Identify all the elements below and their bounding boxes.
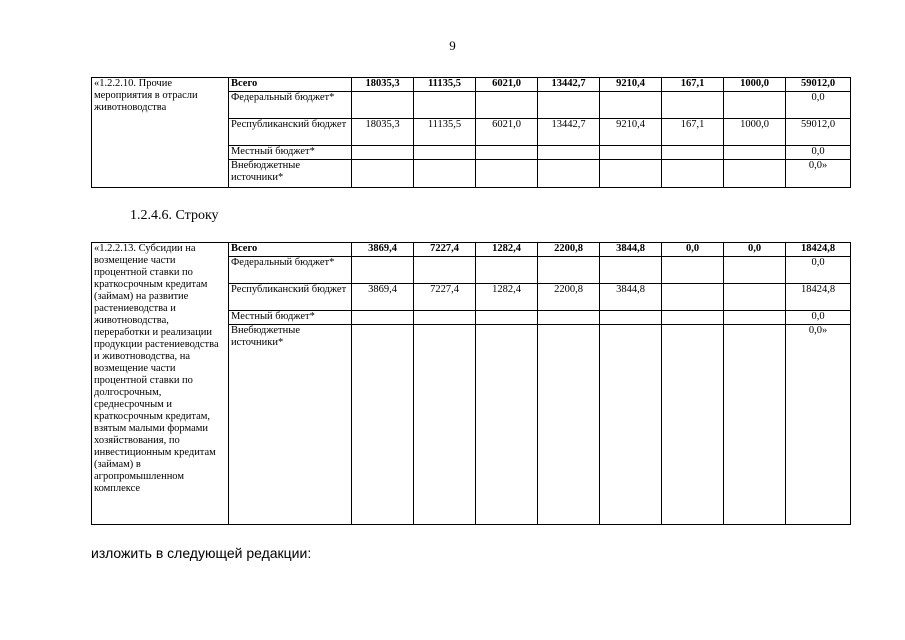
value-cell [538,92,600,119]
value-cell [662,160,724,188]
value-cell: 11135,5 [414,78,476,92]
value-cell [600,160,662,188]
value-cell: 167,1 [662,119,724,146]
value-cell [724,146,786,160]
value-cell [600,325,662,525]
value-cell: 18424,8 [786,243,851,257]
value-cell [352,311,414,325]
funding-source-label: Внебюджетные источники* [229,325,352,525]
value-cell [600,311,662,325]
value-cell: 3844,8 [600,243,662,257]
value-cell [538,311,600,325]
value-cell: 18035,3 [352,78,414,92]
value-cell [724,311,786,325]
value-cell [476,311,538,325]
value-cell: 3844,8 [600,284,662,311]
value-cell: 0,0 [786,92,851,119]
value-cell [662,311,724,325]
funding-source-label: Всего [229,243,352,257]
section-heading: 1.2.4.6. Строку [130,208,219,223]
value-cell [414,160,476,188]
value-cell [352,146,414,160]
value-cell [414,257,476,284]
footer-text: изложить в следующей редакции: [91,545,312,561]
value-cell: 0,0 [786,257,851,284]
budget-table-1 [91,77,851,188]
value-cell: 9210,4 [600,119,662,146]
row-description: «1.2.2.10. Прочие мероприятия в отрасли животноводства [92,78,229,188]
value-cell: 0,0» [786,325,851,525]
value-cell [724,325,786,525]
value-cell [476,160,538,188]
value-cell [476,92,538,119]
funding-source-label: Местный бюджет* [229,311,352,325]
value-cell: 11135,5 [414,119,476,146]
value-cell [662,325,724,525]
value-cell [352,92,414,119]
value-cell: 1000,0 [724,119,786,146]
value-cell: 18035,3 [352,119,414,146]
value-cell [352,160,414,188]
value-cell: 1282,4 [476,243,538,257]
value-cell: 0,0 [724,243,786,257]
value-cell [414,92,476,119]
value-cell [724,284,786,311]
value-cell [600,92,662,119]
value-cell [476,257,538,284]
value-cell: 7227,4 [414,284,476,311]
table-row [92,78,851,92]
funding-source-label: Всего [229,78,352,92]
value-cell: 1000,0 [724,78,786,92]
value-cell: 13442,7 [538,119,600,146]
value-cell [662,257,724,284]
value-cell: 3869,4 [352,284,414,311]
value-cell: 59012,0 [786,119,851,146]
table-row [92,243,851,257]
value-cell [600,257,662,284]
value-cell: 2200,8 [538,284,600,311]
value-cell: 0,0 [786,311,851,325]
value-cell [538,160,600,188]
value-cell: 167,1 [662,78,724,92]
value-cell [662,284,724,311]
value-cell [662,92,724,119]
row-description: «1.2.2.13. Субсидии на возмещение части процентной ставки по краткосрочным кредитам (займам) на развитие растениеводства и животноводства, переработки и реализации продукции растениеводства и животноводства, на возмещение части процентной ставки по долгосрочным, среднесрочным и краткосрочным кредитам, взятым малыми формами хозяйствования, по инвестиционным кредитам (займам) в агропромышленном комплексе [92,243,229,525]
value-cell [538,325,600,525]
value-cell: 9210,4 [600,78,662,92]
funding-source-label: Республиканский бюджет [229,284,352,311]
value-cell: 13442,7 [538,78,600,92]
value-cell [414,325,476,525]
value-cell [476,325,538,525]
value-cell [662,146,724,160]
funding-source-label: Федеральный бюджет* [229,257,352,284]
value-cell [538,257,600,284]
value-cell: 3869,4 [352,243,414,257]
funding-source-label: Федеральный бюджет* [229,92,352,119]
value-cell [414,311,476,325]
page-number: 9 [449,38,456,53]
value-cell [476,146,538,160]
value-cell [724,160,786,188]
funding-source-label: Местный бюджет* [229,146,352,160]
value-cell: 6021,0 [476,78,538,92]
value-cell: 18424,8 [786,284,851,311]
budget-table-2 [91,242,851,525]
value-cell [600,146,662,160]
value-cell: 2200,8 [538,243,600,257]
value-cell [724,92,786,119]
value-cell: 7227,4 [414,243,476,257]
value-cell: 0,0» [786,160,851,188]
funding-source-label: Внебюджетные источники* [229,160,352,188]
value-cell [414,146,476,160]
funding-source-label: Республиканский бюджет [229,119,352,146]
value-cell [724,257,786,284]
value-cell: 1282,4 [476,284,538,311]
value-cell [352,325,414,525]
value-cell: 0,0 [786,146,851,160]
value-cell: 6021,0 [476,119,538,146]
value-cell [538,146,600,160]
value-cell [352,257,414,284]
value-cell: 0,0 [662,243,724,257]
value-cell: 59012,0 [786,78,851,92]
